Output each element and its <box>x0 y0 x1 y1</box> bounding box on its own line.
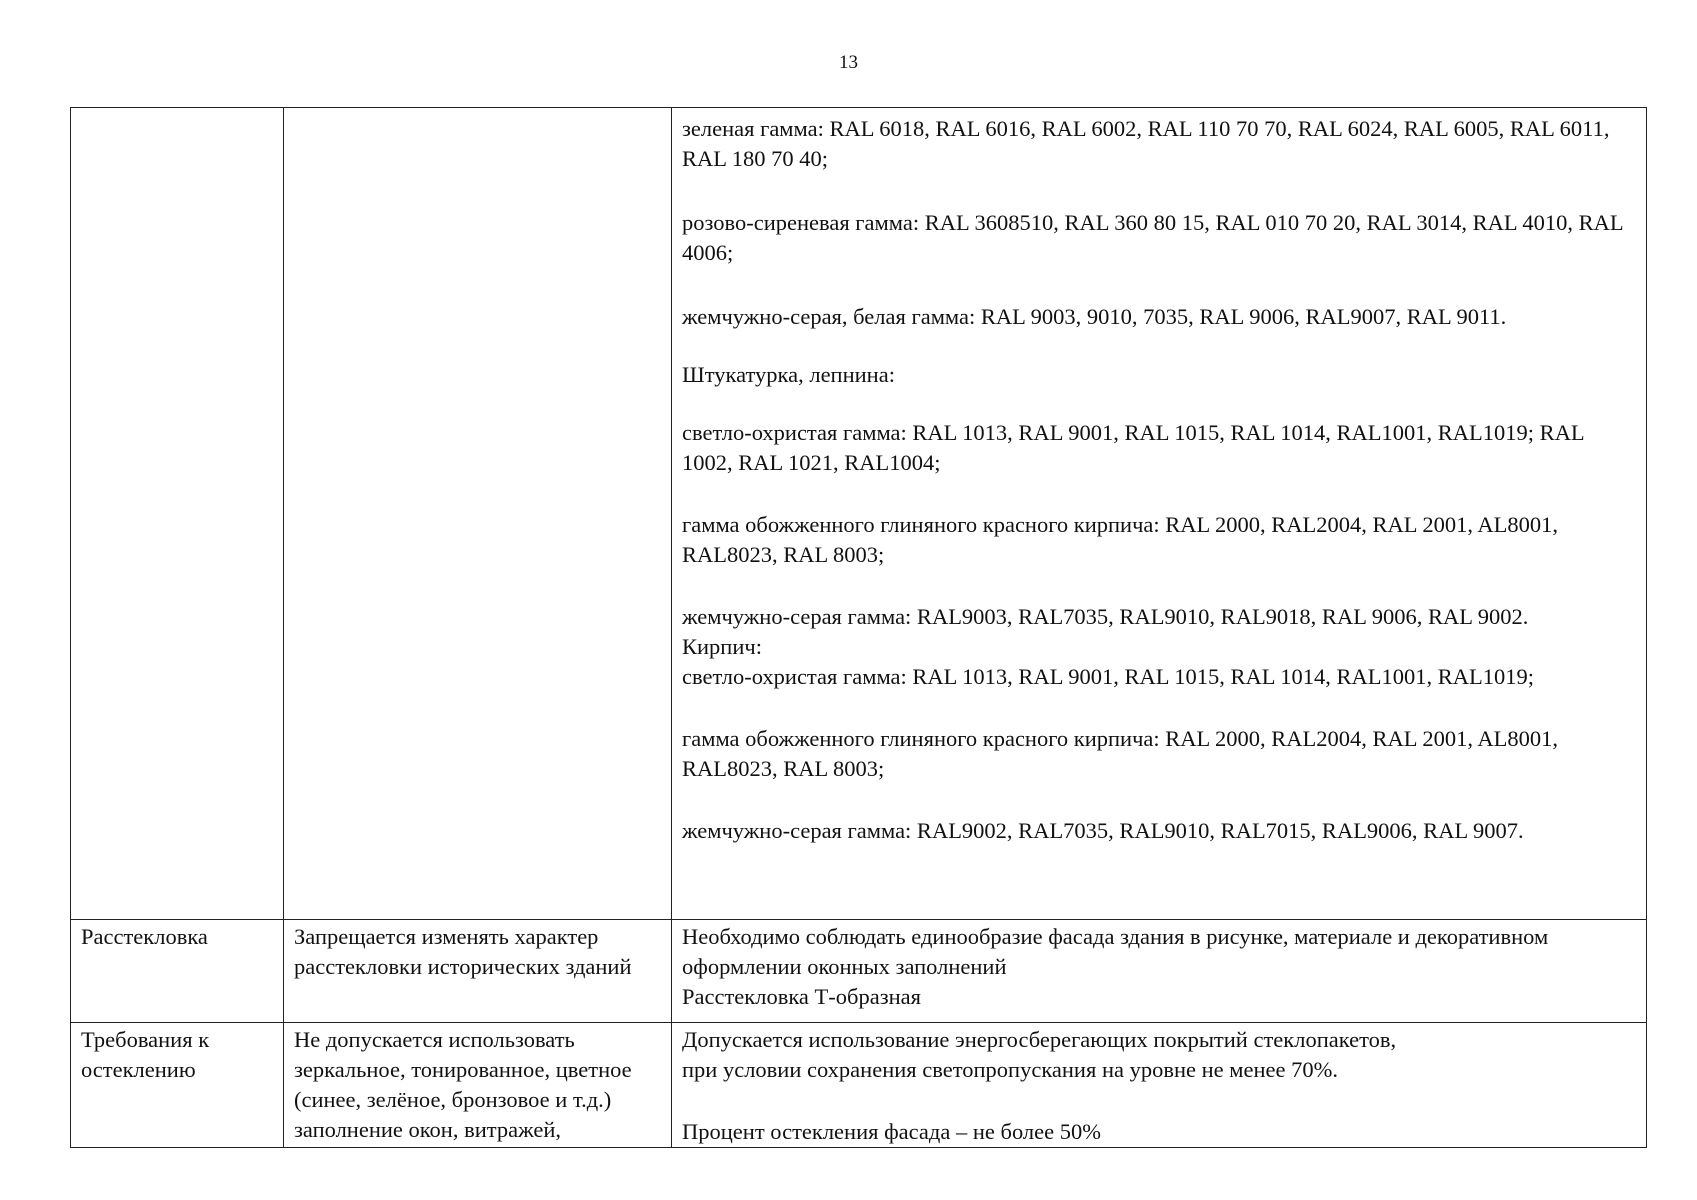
table-row-rasstekl <box>71 920 1647 1023</box>
table-row-glazing <box>71 1023 1647 1148</box>
plaster-heading: Штукатурка, лепнина: <box>682 362 895 387</box>
plaster-brick-palette-text: гамма обожженного глиняного красного кирпича: RAL 2000, RAL2004, RAL 2001, AL8001, RAL8023, RAL 8003; <box>682 512 1558 567</box>
brick-pearl-grey-palette-text: жемчужно-серая гамма: RAL9002, RAL7035, RAL9010, RAL7015, RAL9006, RAL 9007. <box>682 818 1524 843</box>
glazing-restriction-cell: Не допускается использовать зеркальное, тонированное, цветное (синее, зелёное, бронзовое и т.д.) заполнение окон, витражей, <box>284 1023 672 1148</box>
rasstekl-restriction-cell: Запрещается изменять характер расстекловки исторических зданий <box>284 920 672 1023</box>
rasstekl-requirement-2: Расстекловка Т-образная <box>682 984 921 1009</box>
glazing-name-cell: Требования к остеклению <box>71 1023 284 1148</box>
pearl-grey-white-palette-text: жемчужно-серая, белая гамма: RAL 9003, 9010, 7035, RAL 9006, RAL9007, RAL 9011. <box>682 304 1507 329</box>
brick-ochre-palette-text: светло-охристая гамма: RAL 1013, RAL 9001, RAL 1015, RAL 1014, RAL1001, RAL1019; <box>682 664 1535 689</box>
color-palette-cell <box>672 108 1647 920</box>
rasstekl-requirement-cell <box>672 920 1647 1023</box>
glazing-requirement-cell <box>672 1023 1647 1148</box>
requirements-table <box>70 107 1647 1148</box>
glazing-requirement-1a: Допускается использование энергосберегающих покрытий стеклопакетов, <box>682 1027 1397 1052</box>
page-number: 13 <box>839 52 858 73</box>
brick-heading: Кирпич: <box>682 634 762 659</box>
plaster-ochre-palette-text: светло-охристая гамма: RAL 1013, RAL 9001, RAL 1015, RAL 1014, RAL1001, RAL1019; RAL 1002, RAL 1021, RAL1004; <box>682 420 1584 475</box>
brick-red-palette-text: гамма обожженного глиняного красного кирпича: RAL 2000, RAL2004, RAL 2001, AL8001, RAL8023, RAL 8003; <box>682 726 1558 781</box>
rasstekl-name-cell: Расстекловка <box>71 920 284 1023</box>
table-cell-empty-2 <box>284 108 672 920</box>
plaster-pearl-grey-palette-text: жемчужно-серая гамма: RAL9003, RAL7035, RAL9010, RAL9018, RAL 9006, RAL 9002. <box>682 604 1529 629</box>
table-cell-empty-1 <box>71 108 284 920</box>
pink-lilac-palette-text: розово-сиреневая гамма: RAL 3608510, RAL 360 80 15, RAL 010 70 20, RAL 3014, RAL 4010, RAL 4006; <box>682 210 1623 265</box>
glazing-requirement-1b: при условии сохранения светопропускания на уровне не менее 70%. <box>682 1057 1339 1082</box>
glazing-requirement-2: Процент остекления фасада – не более 50% <box>682 1119 1101 1144</box>
rasstekl-requirement-1: Необходимо соблюдать единообразие фасада здания в рисунке, материале и декоративном оформлении оконных заполнений <box>682 924 1549 979</box>
table-row-colors <box>71 108 1647 920</box>
green-palette-text: зеленая гамма: RAL 6018, RAL 6016, RAL 6002, RAL 110 70 70, RAL 6024, RAL 6005, RAL 6011, RAL 180 70 40; <box>682 116 1610 171</box>
